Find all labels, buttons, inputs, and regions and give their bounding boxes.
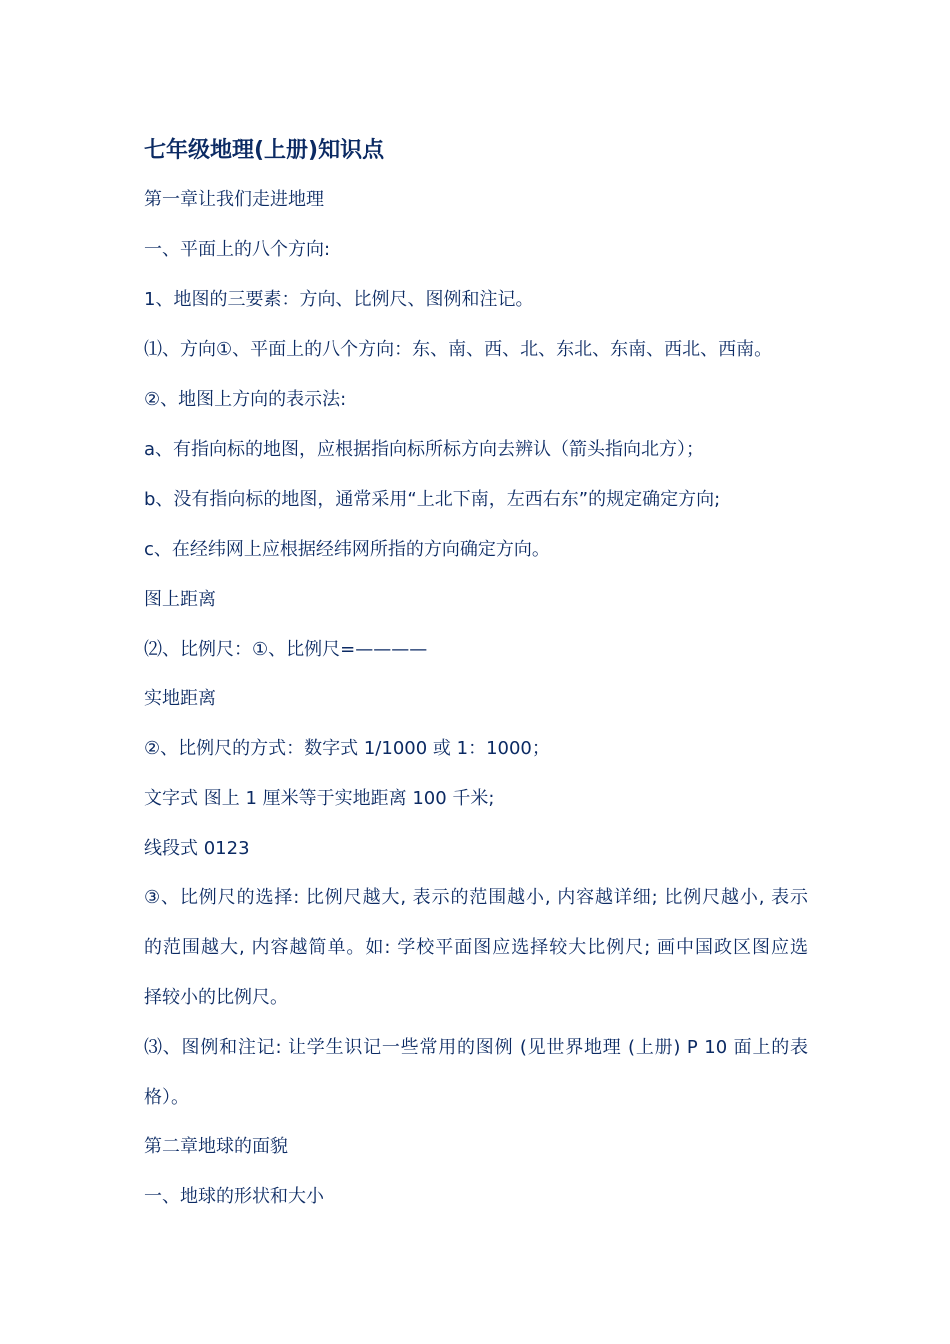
paragraph-line: a、有指向标的地图，应根据指向标所标方向去辨认（箭头指向北方）； [144,439,705,460]
paragraph-line: 择较小的比例尺。 [144,987,288,1008]
fraction-denominator: 实地距离 [144,688,216,709]
paragraph-line: b、没有指向标的地图，通常采用“上北下南，左西右东”的规定确定方向; [144,489,721,510]
paragraph-line: 1、地图的三要素：方向、比例尺、图例和注记。 [144,289,534,310]
paragraph-line: 文字式 图上 1 厘米等于实地距离 100 千米; [144,788,495,809]
paragraph-line: ⑴、方向①、平面上的八个方向：东、南、西、北、东北、东南、西北、西南。 [144,339,773,360]
fraction-numerator: 图上距离 [144,589,216,610]
paragraph-line: ⑶、图例和注记: 让学生识记一些常用的图例 (见世界地理 (上册) P 10 面上的表 [144,1037,808,1058]
paragraph-line: 线段式 0123 [144,838,250,859]
chapter-2-heading: 第二章地球的面貌 [144,1136,288,1157]
paragraph-line: 的范围越大, 内容越简单。如: 学校平面图应选择较大比例尺; 画中国政区图应选 [144,937,808,958]
paragraph-line: ②、比例尺的方式：数字式 1/1000 或 1：1000； [144,738,550,759]
paragraph-line: 格）。 [144,1087,189,1108]
paragraph-line: c、在经纬网上应根据经纬网所指的方向确定方向。 [144,539,550,560]
chapter-1-heading: 第一章让我们走进地理 [144,189,324,210]
section-heading: 一、地球的形状和大小 [144,1186,324,1207]
paragraph-line: ③、比例尺的选择: 比例尺越大, 表示的范围越小, 内容越详细; 比例尺越小, 表示 [144,887,808,908]
section-heading: 一、平面上的八个方向: [144,239,331,260]
paragraph-line: ②、地图上方向的表示法: [144,389,347,410]
paragraph-line: ⑵、比例尺：①、比例尺=———— [144,639,428,660]
document-title: 七年级地理(上册)知识点 [144,138,385,163]
